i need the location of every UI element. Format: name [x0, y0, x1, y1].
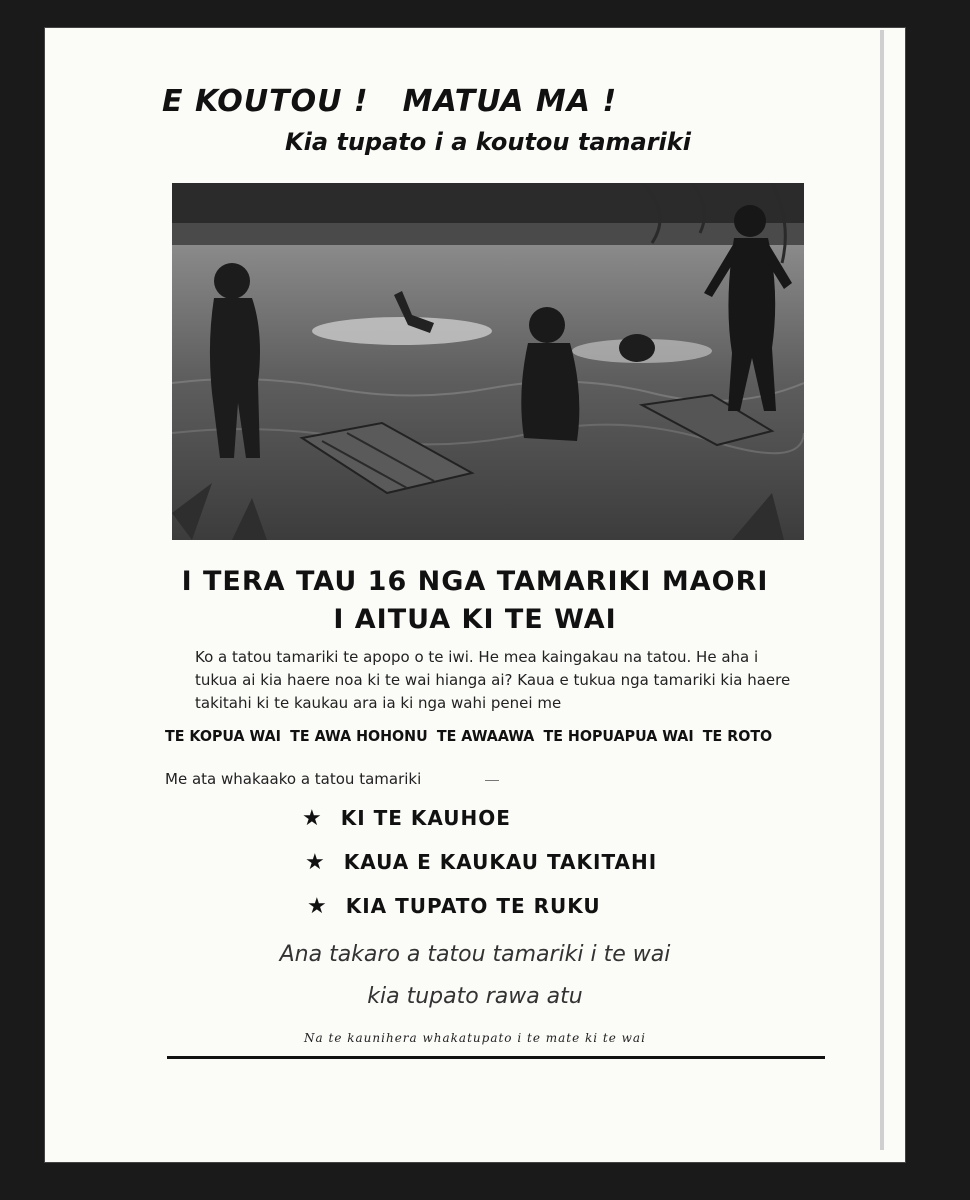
- place-item: TE HOPUAPUA WAI: [543, 727, 694, 745]
- place-item: TE AWAAWA: [436, 727, 535, 745]
- safety-rule-text: KAUA E KAUKAU TAKITAHI: [343, 850, 658, 874]
- headline-line-2: I AITUA KI TE WAI: [333, 604, 617, 635]
- place-item: TE ROTO: [702, 727, 773, 745]
- places-list: [165, 727, 772, 745]
- bottom-rule: [167, 1056, 825, 1059]
- place-item: TE KOPUA WAI: [165, 727, 281, 745]
- issuer-signature: Na te kaunihera whakatupato i te mate ki te wai: [304, 1031, 646, 1045]
- photo-children-in-water: [172, 183, 804, 540]
- safety-rule-item: [307, 894, 601, 919]
- dash-divider: [485, 780, 499, 781]
- safety-rule-text: KIA TUPATO TE RUKU: [345, 894, 601, 918]
- body-paragraph: Ko a tatou tamariki te apopo o te iwi. He mea kaingakau na tatou. He aha i tukua ai kia haere noa ki te wai hianga ai? Kaua e tukua nga tamariki kia haere takitahi ki te kaukau ara ia ki nga wahi penei me: [195, 648, 791, 712]
- place-item: TE AWA HOHONU: [290, 727, 428, 745]
- poster-page: [45, 28, 905, 1162]
- instruction-intro: Me ata whakaako a tatou tamariki: [165, 770, 422, 788]
- page-edge: [880, 30, 884, 1150]
- safety-rule-item: [302, 806, 511, 831]
- closing-line-2: kia tupato rawa atu: [367, 984, 583, 1009]
- closing-line-1: Ana takaro a tatou tamariki i te wai: [279, 942, 671, 967]
- star-icon: ★: [302, 806, 323, 831]
- safety-rule-text: KI TE KAUHOE: [340, 806, 511, 830]
- safety-rule-item: [305, 850, 657, 875]
- heading-part-2: MATUA MA !: [402, 84, 618, 119]
- poster-subheading: Kia tupato i a koutou tamariki: [285, 128, 691, 156]
- heading-part-1: E KOUTOU !: [162, 84, 369, 119]
- star-icon: ★: [305, 850, 326, 875]
- headline-line-1: I TERA TAU 16 NGA TAMARIKI MAORI: [181, 566, 769, 597]
- star-icon: ★: [307, 894, 328, 919]
- poster-heading: [162, 84, 617, 119]
